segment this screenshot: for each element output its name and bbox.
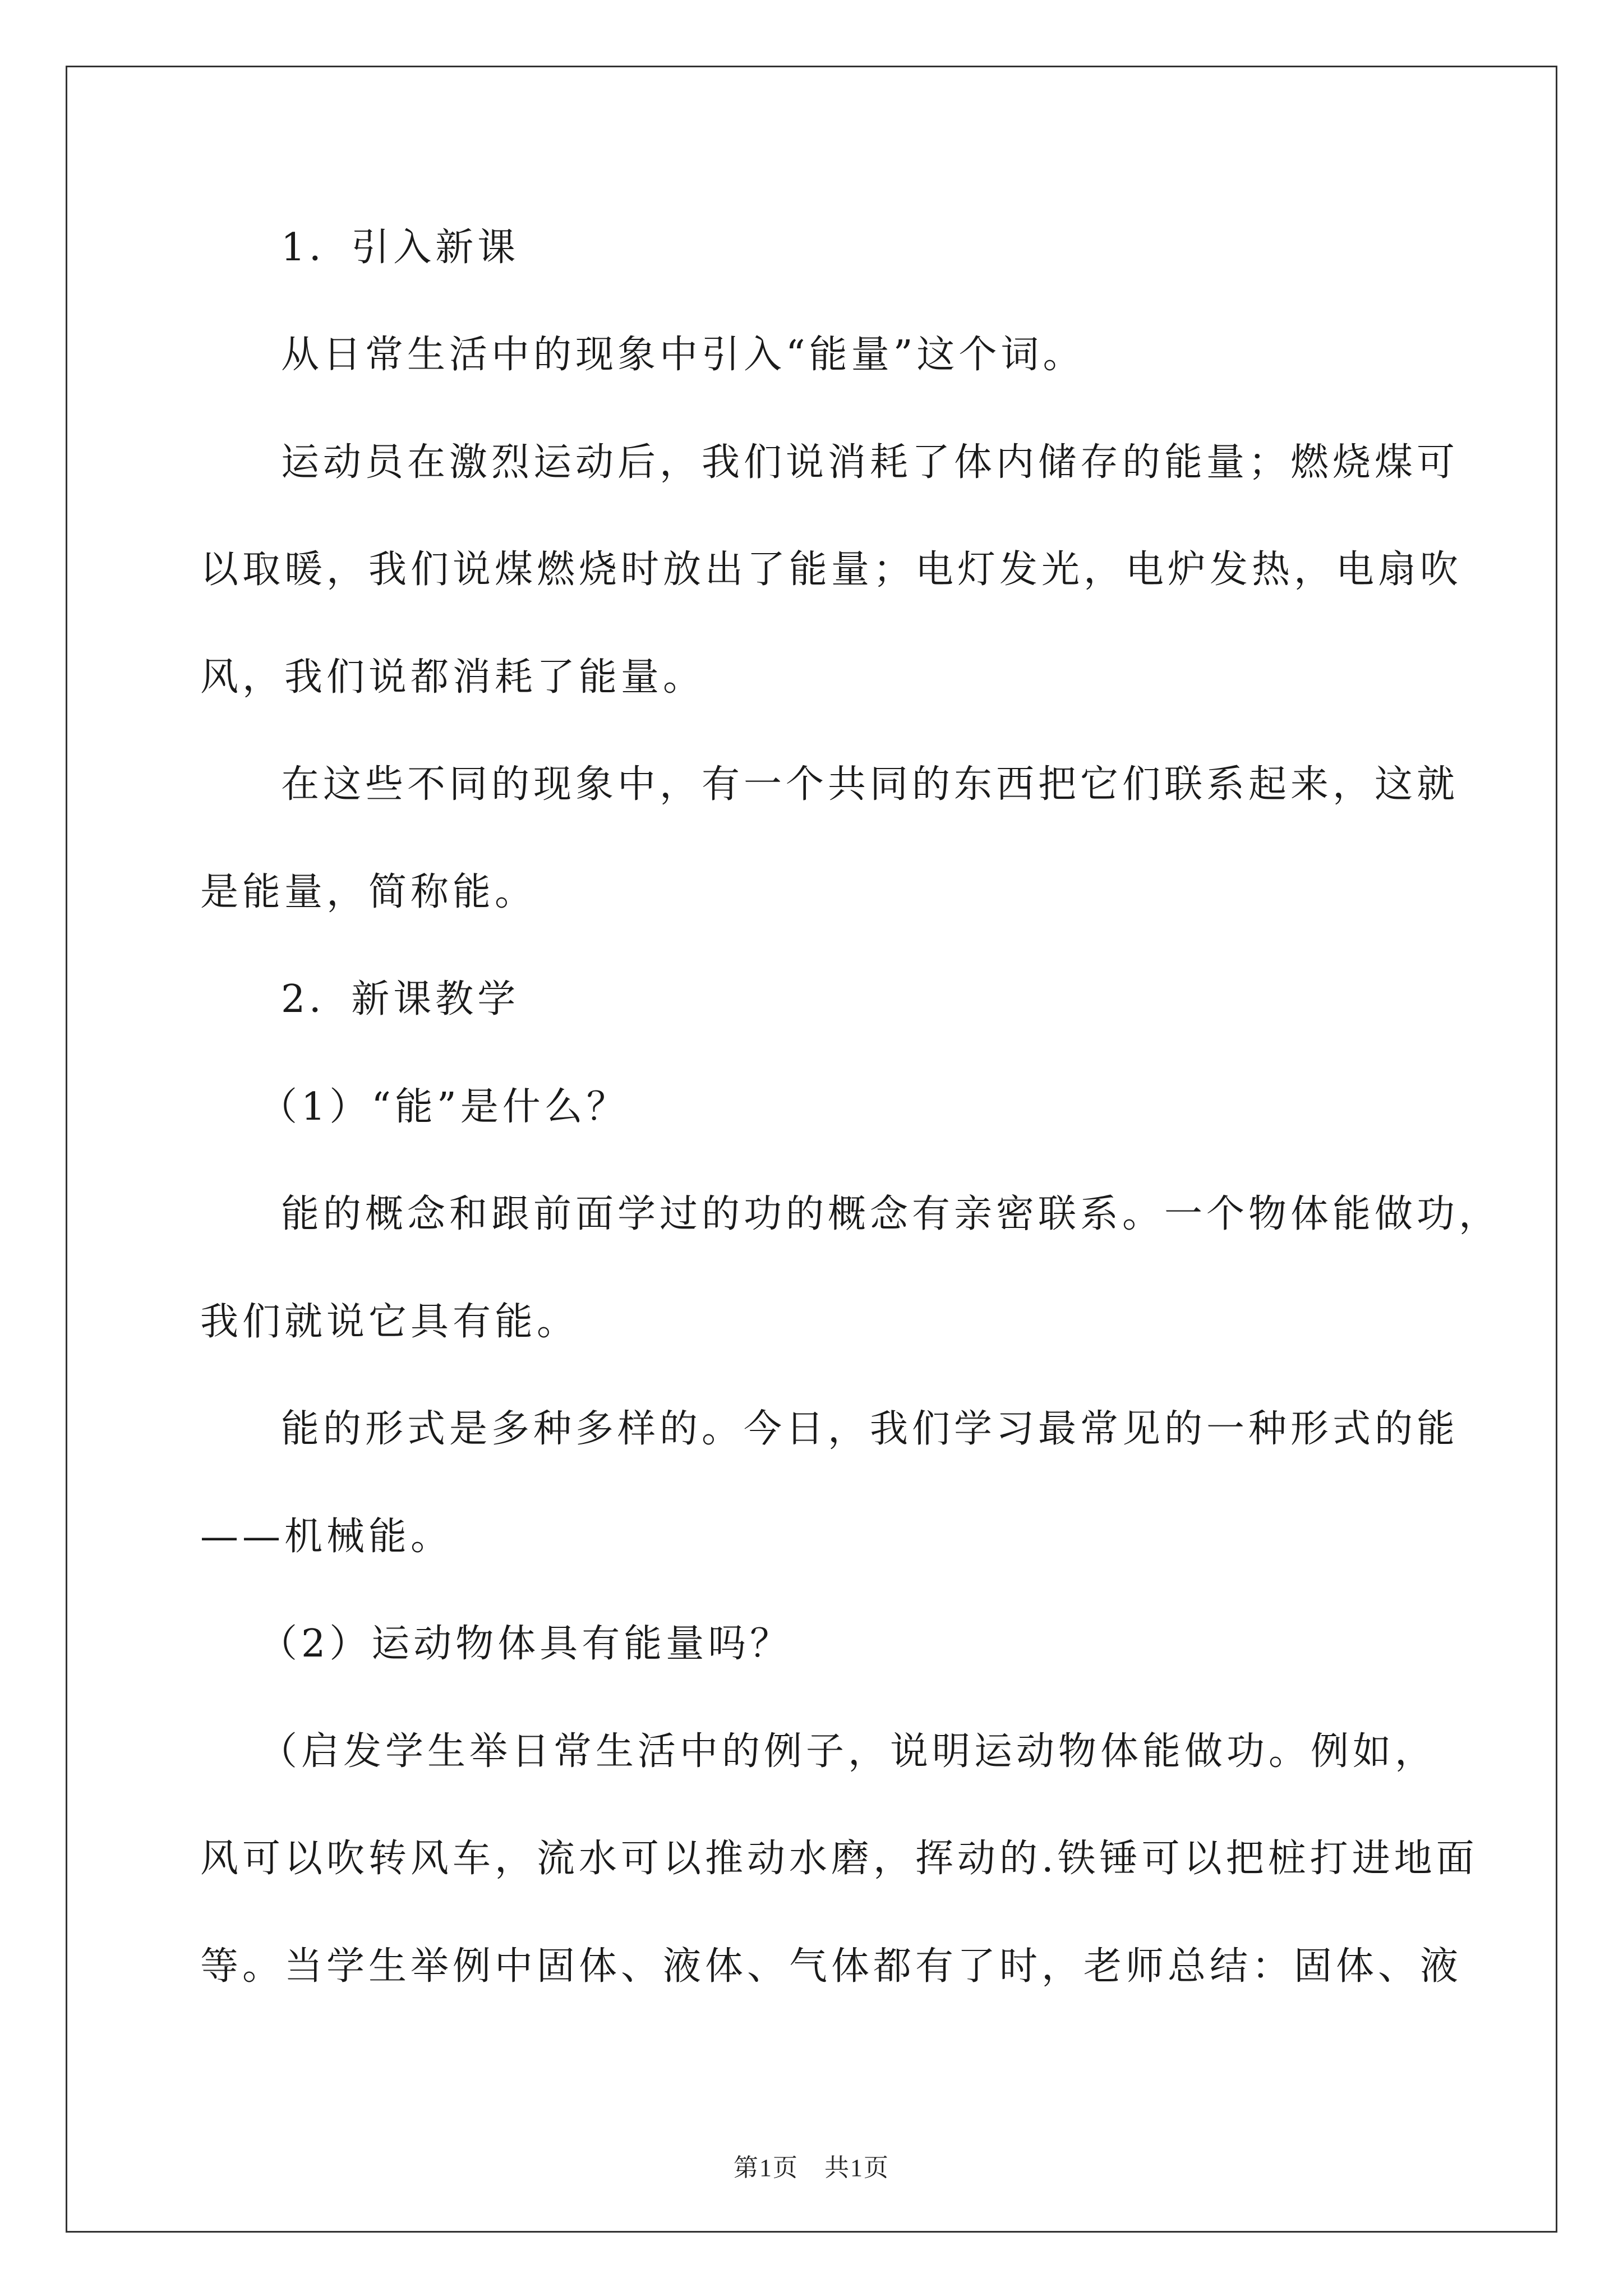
paragraph-line: 我们就说它具有能。 bbox=[200, 1300, 579, 1344]
paragraph-line: 运动员在激烈运动后，我们说消耗了体内储存的能量；燃烧煤可 bbox=[281, 440, 1459, 485]
paragraph-line: 等。当学生举例中固体、液体、气体都有了时，老师总结：固体、液 bbox=[200, 1944, 1463, 1989]
subheading-moving-objects: （2）运动物体具有能量吗？ bbox=[259, 1622, 792, 1666]
paragraph-line: 是能量，简称能。 bbox=[200, 870, 537, 914]
heading-introduce-lesson: 1．引入新课 bbox=[281, 226, 520, 270]
subheading-what-is-energy: （1）“能”是什么？ bbox=[259, 1085, 629, 1129]
paragraph-line: ——机械能。 bbox=[200, 1515, 453, 1559]
paragraph-line: 风可以吹转风车，流水可以推动水磨，挥动的.铁锤可以把桩打进地面 bbox=[200, 1837, 1478, 1881]
paragraph-line: （启发学生举日常生活中的例子，说明运动物体能做功。例如， bbox=[259, 1729, 1437, 1774]
paragraph-line: 风，我们说都消耗了能量。 bbox=[200, 655, 706, 700]
page-border bbox=[66, 66, 1557, 2233]
paragraph-line: 能的形式是多种多样的。今日，我们学习最常见的一种形式的能 bbox=[281, 1407, 1459, 1451]
paragraph-line: 从日常生活中的现象中引入“能量”这个词。 bbox=[281, 333, 1085, 377]
paragraph-line: 以取暖，我们说煤燃烧时放出了能量；电灯发光，电炉发热，电扇吹 bbox=[200, 547, 1463, 592]
page-number-footer: 第1页 共1页 bbox=[734, 2154, 889, 2182]
heading-new-lesson: 2．新课教学 bbox=[281, 977, 520, 1022]
paragraph-line: 能的概念和跟前面学过的功的概念有亲密联系。一个物体能做功， bbox=[281, 1192, 1501, 1236]
paragraph-line: 在这些不同的现象中，有一个共同的东西把它们联系起来，这就 bbox=[281, 762, 1459, 807]
